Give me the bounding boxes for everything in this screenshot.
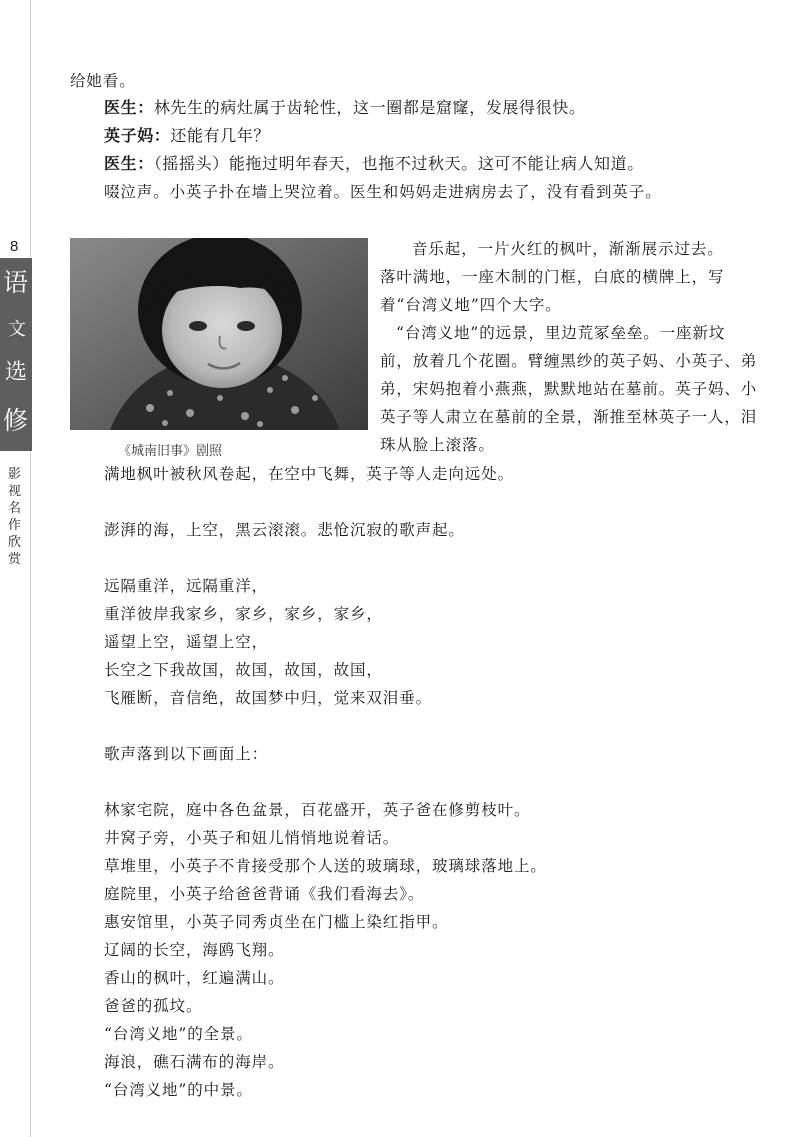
paragraph-line: 珠从脸上滚落。 bbox=[380, 436, 495, 454]
scene-line: 爸爸的孤坟。 bbox=[104, 997, 203, 1015]
song-lyric-line: 长空之下我故国，故国，故国，故国， bbox=[104, 661, 383, 679]
page-number: 8 bbox=[10, 238, 19, 255]
scene-line: 草堆里，小英子不肯接受那个人送的玻璃球，玻璃球落地上。 bbox=[104, 857, 547, 875]
script-line: 啜泣声。小英子扑在墙上哭泣着。医生和妈妈走进病房去了，没有看到英子。 bbox=[104, 183, 662, 201]
side-subtitle: 影视名作欣赏 bbox=[8, 467, 22, 567]
scene-line: “台湾义地”的全景。 bbox=[104, 1025, 253, 1043]
side-tab-char: 修 bbox=[3, 406, 29, 435]
scene-line: 香山的枫叶，红遍满山。 bbox=[104, 969, 285, 987]
dialog-line bbox=[104, 153, 644, 175]
scene-line: 林家宅院，庭中各色盆景，百花盛开，英子爸在修剪枝叶。 bbox=[104, 801, 531, 819]
dialog-text: 林先生的病灶属于齿轮性，这一圈都是窟窿，发展得很快。 bbox=[153, 98, 586, 117]
dialog-line bbox=[104, 97, 585, 119]
scene-line: 惠安馆里，小英子同秀贞坐在门槛上染红指甲。 bbox=[104, 913, 449, 931]
film-still-photo bbox=[70, 238, 368, 430]
speaker-name: 英子妈： bbox=[104, 126, 171, 145]
speaker-name: 医生： bbox=[104, 154, 154, 173]
side-tab-char: 选 bbox=[5, 360, 28, 385]
script-line: 歌声落到以下画面上： bbox=[104, 745, 269, 763]
dialog-line bbox=[104, 125, 270, 147]
scene-line: 庭院里，小英子给爸爸背诵《我们看海去》。 bbox=[104, 885, 425, 903]
dialog-text: 还能有几年？ bbox=[170, 126, 271, 145]
dialog-text: （摇摇头）能拖过明年春天，也拖不过秋天。这可不能让病人知道。 bbox=[153, 154, 644, 173]
paragraph-line: 着“台湾义地”四个大字。 bbox=[380, 296, 562, 314]
side-tab bbox=[0, 258, 32, 451]
song-lyric-line: 飞雁断，音信绝，故国梦中归，觉来双泪垂。 bbox=[104, 689, 433, 707]
song-lyric-line: 远隔重洋，远隔重洋， bbox=[104, 577, 269, 595]
scene-line: 辽阔的长空，海鸥飞翔。 bbox=[104, 941, 285, 959]
paragraph-line: “台湾义地”的远景，里边荒冢垒垒。一座新坟 bbox=[396, 324, 726, 342]
paragraph-line: 弟，宋妈抱着小燕燕，默默地站在墓前。英子妈、小 bbox=[380, 380, 758, 398]
scene-line: 井窝子旁，小英子和妞儿悄悄地说着话。 bbox=[104, 829, 400, 847]
paragraph-line: 英子等人肃立在墓前的全景，渐推至林英子一人，泪 bbox=[380, 408, 758, 426]
paragraph-line: 前，放着几个花圈。臂缠黑纱的英子妈、小英子、弟 bbox=[380, 352, 758, 370]
scene-line: 海浪，礁石满布的海岸。 bbox=[104, 1053, 285, 1071]
script-line: 澎湃的海，上空，黑云滚滚。悲怆沉寂的歌声起。 bbox=[104, 521, 465, 539]
song-lyric-line: 遥望上空，遥望上空， bbox=[104, 633, 269, 651]
photo-caption: 《城南旧事》剧照 bbox=[118, 444, 223, 459]
paragraph-line: 落叶满地，一座木制的门框，白底的横牌上，写 bbox=[380, 268, 725, 286]
script-line: 给她看。 bbox=[70, 72, 136, 90]
scene-line: “台湾义地”的中景。 bbox=[104, 1081, 253, 1099]
page-spine-line bbox=[30, 0, 31, 1137]
paragraph-line: 音乐起，一片火红的枫叶，渐渐展示过去。 bbox=[412, 240, 724, 258]
side-tab-char: 文 bbox=[8, 319, 26, 340]
side-tab-char: 语 bbox=[3, 268, 29, 297]
script-line: 满地枫叶被秋风卷起，在空中飞舞，英子等人走向远处。 bbox=[104, 465, 515, 483]
song-lyric-line: 重洋彼岸我家乡，家乡，家乡，家乡， bbox=[104, 605, 383, 623]
speaker-name: 医生： bbox=[104, 98, 154, 117]
